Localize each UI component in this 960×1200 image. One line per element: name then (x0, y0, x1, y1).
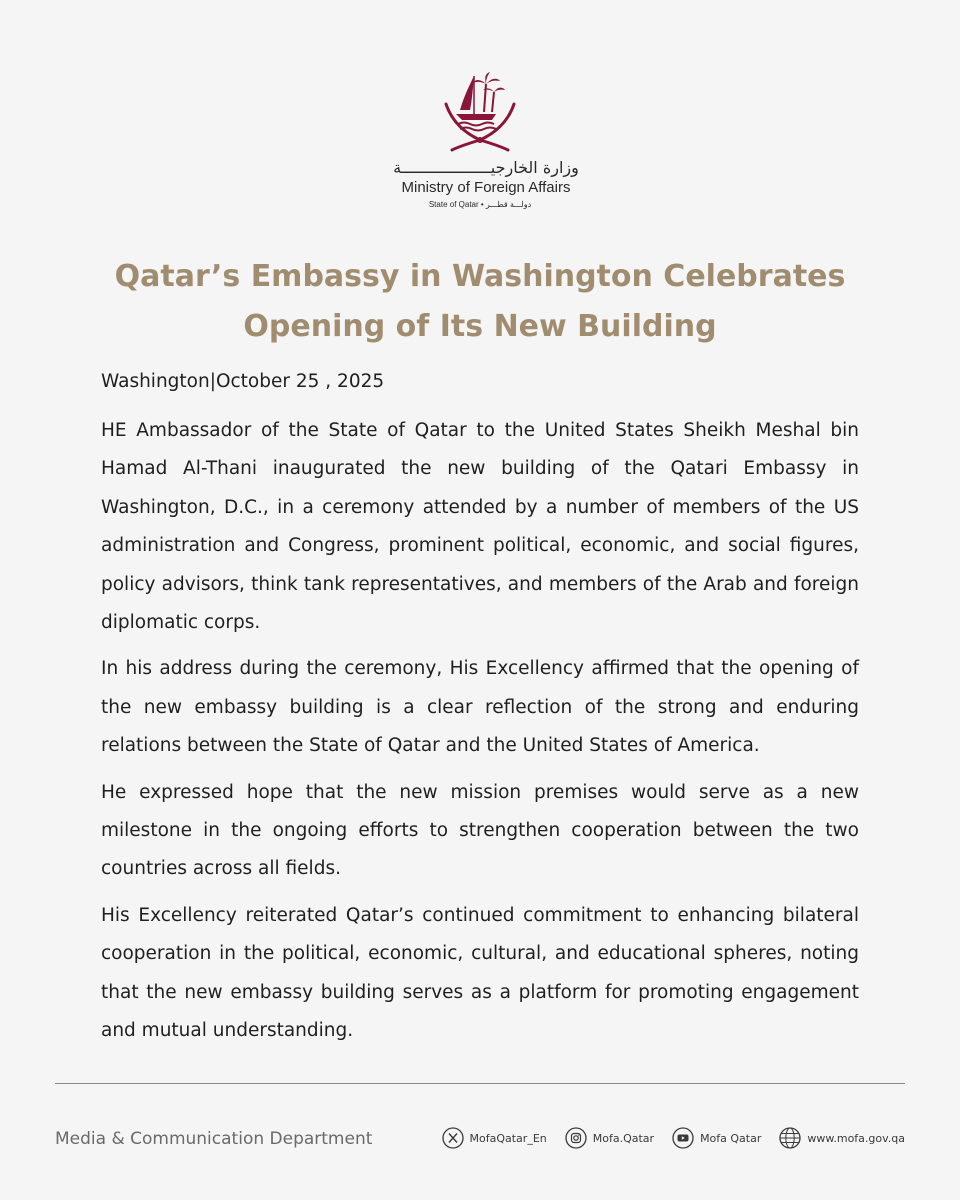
instagram-icon (565, 1127, 587, 1149)
footer (55, 1120, 905, 1160)
x-icon (442, 1127, 464, 1149)
social-link-x[interactable] (442, 1127, 547, 1149)
article-paragraph: He expressed hope that the new mission premises would serve as a new milestone in the ongoing efforts to strengthen cooperation between the two countries across all fields. (101, 781, 859, 880)
state-line: State of Qatar • دولـــة قطـــر (428, 200, 532, 209)
youtube-icon (672, 1127, 694, 1149)
ministry-name-english: Ministry of Foreign Affairs (401, 179, 571, 196)
qatar-emblem-icon (440, 68, 520, 152)
article-paragraph: HE Ambassador of the State of Qatar to the United States Sheikh Meshal bin Hamad Al-Thani inaugurated the new building of the Qatari Embassy in Washington, D.C., in a ceremony attended by a number of members of the US administration and Congress, prominent political, economic, and social figures, policy advisors, think tank representatives, and members of the Arab and foreign diplomatic corps. (101, 420, 859, 634)
social-link-instagram[interactable] (565, 1127, 654, 1149)
social-label: www.mofa.gov.qa (807, 1131, 905, 1145)
social-label: MofaQatar_En (469, 1131, 547, 1145)
ministry-name-arabic: وزارة الخارجيـــــــــــــــــــة (393, 158, 579, 177)
ministry-logo (0, 68, 960, 209)
department-name: Media & Communication Department (55, 1129, 373, 1149)
social-label: Mofa Qatar (700, 1131, 762, 1145)
article-title: Qatar’s Embassy in Washington Celebrates Opening of Its New Building (114, 259, 846, 344)
article-dateline: Washington|October 25 , 2025 (101, 371, 385, 392)
social-links (442, 1127, 905, 1149)
article-body (101, 412, 859, 1059)
footer-divider (55, 1083, 905, 1084)
social-label: Mofa.Qatar (592, 1131, 655, 1145)
globe-icon (779, 1127, 801, 1149)
article-paragraph: In his address during the ceremony, His Excellency affirmed that the opening of the new embassy building is a clear reflection of the strong and enduring relations between the State of Qatar and the United States of America. (101, 658, 859, 757)
social-link-website[interactable] (779, 1127, 905, 1149)
social-link-youtube[interactable] (672, 1127, 761, 1149)
article-paragraph: His Excellency reiterated Qatar’s continued commitment to enhancing bilateral cooperation in the political, economic, cultural, and educational spheres, noting that the new embassy building serves as a platform for promoting engagement and mutual understanding. (101, 904, 859, 1042)
